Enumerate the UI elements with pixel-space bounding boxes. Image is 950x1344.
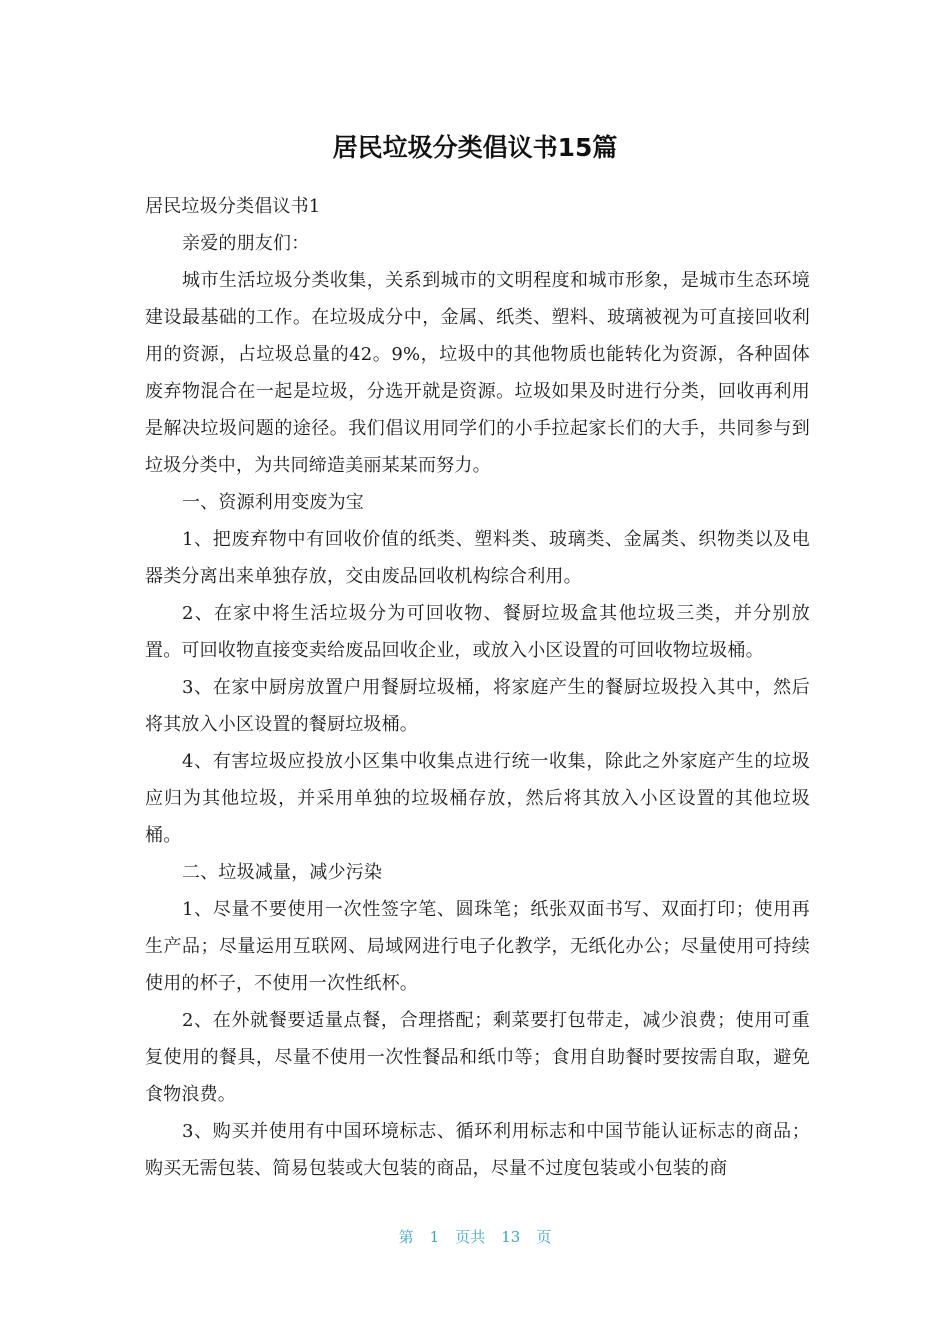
document-body [145, 188, 810, 1187]
paragraph-item: 1、尽量不要使用一次性签字笔、圆珠笔；纸张双面书写、双面打印；使用再生产品；尽量运用互联网、局域网进行电子化教学，无纸化办公；尽量使用可持续使用的杯子，不使用一次性纸杯。 [145, 899, 810, 994]
document-title: 居民垃圾分类倡议书15篇 [332, 133, 618, 162]
page-total-number: 13 [501, 1228, 521, 1246]
paragraph-item: 4、有害垃圾应投放小区集中收集点进行统一收集，除此之外家庭产生的垃圾应归为其他垃圾，并采用单独的垃圾桶存放，然后将其放入小区设置的其他垃圾桶。 [145, 751, 810, 846]
salutation: 亲爱的朋友们： [182, 233, 310, 254]
paragraph-item: 2、在外就餐要适量点餐，合理搭配；剩菜要打包带走，减少浪费；使用可重复使用的餐具，尽量不使用一次性餐品和纸巾等；食用自助餐时要按需自取，避免食物浪费。 [145, 1010, 810, 1105]
subheading-resource-reuse: 一、资源利用变废为宝 [182, 492, 364, 513]
page-footer [0, 1226, 950, 1248]
paragraph-item: 1、把废弃物中有回收价值的纸类、塑料类、玻璃类、金属类、织物类以及电器类分离出来单独存放，交由废品回收机构综合利用。 [145, 529, 810, 587]
paragraph-item: 3、在家中厨房放置户用餐厨垃圾桶，将家庭产生的餐厨垃圾投入其中，然后将其放入小区设置的餐厨垃圾桶。 [145, 677, 810, 735]
page-label-prefix: 第 [398, 1228, 414, 1246]
page-label-mid: 页共 [455, 1228, 486, 1246]
section-heading: 居民垃圾分类倡议书1 [145, 196, 321, 217]
paragraph-item: 2、在家中将生活垃圾分为可回收物、餐厨垃圾盒其他垃圾三类，并分别放置。可回收物直接变卖给废品回收企业，或放入小区设置的可回收物垃圾桶。 [145, 603, 810, 661]
subheading-waste-reduction: 二、垃圾减量，减少污染 [182, 862, 383, 883]
intro-paragraph: 城市生活垃圾分类收集，关系到城市的文明程度和城市形象，是城市生态环境建设最基础的工作。在垃圾成分中，金属、纸类、塑料、玻璃被视为可直接回收利用的资源，占垃圾总量的42。9%，垃圾中的其他物质也能转化为资源，各种固体废弃物混合在一起是垃圾，分选开就是资源。垃圾如果及时进行分类，回收再利用是解决垃圾问题的途径。我们倡议用同学们的小手拉起家长们的大手，共同参与到垃圾分类中，为共同缔造美丽某某而努力。 [145, 270, 810, 476]
page-current-number: 1 [429, 1228, 440, 1246]
paragraph-item: 3、购买并使用有中国环境标志、循环利用标志和中国节能认证标志的商品；购买无需包装、简易包装或大包装的商品，尽量不过度包装或小包装的商 [145, 1121, 810, 1179]
page-label-suffix: 页 [536, 1228, 552, 1246]
